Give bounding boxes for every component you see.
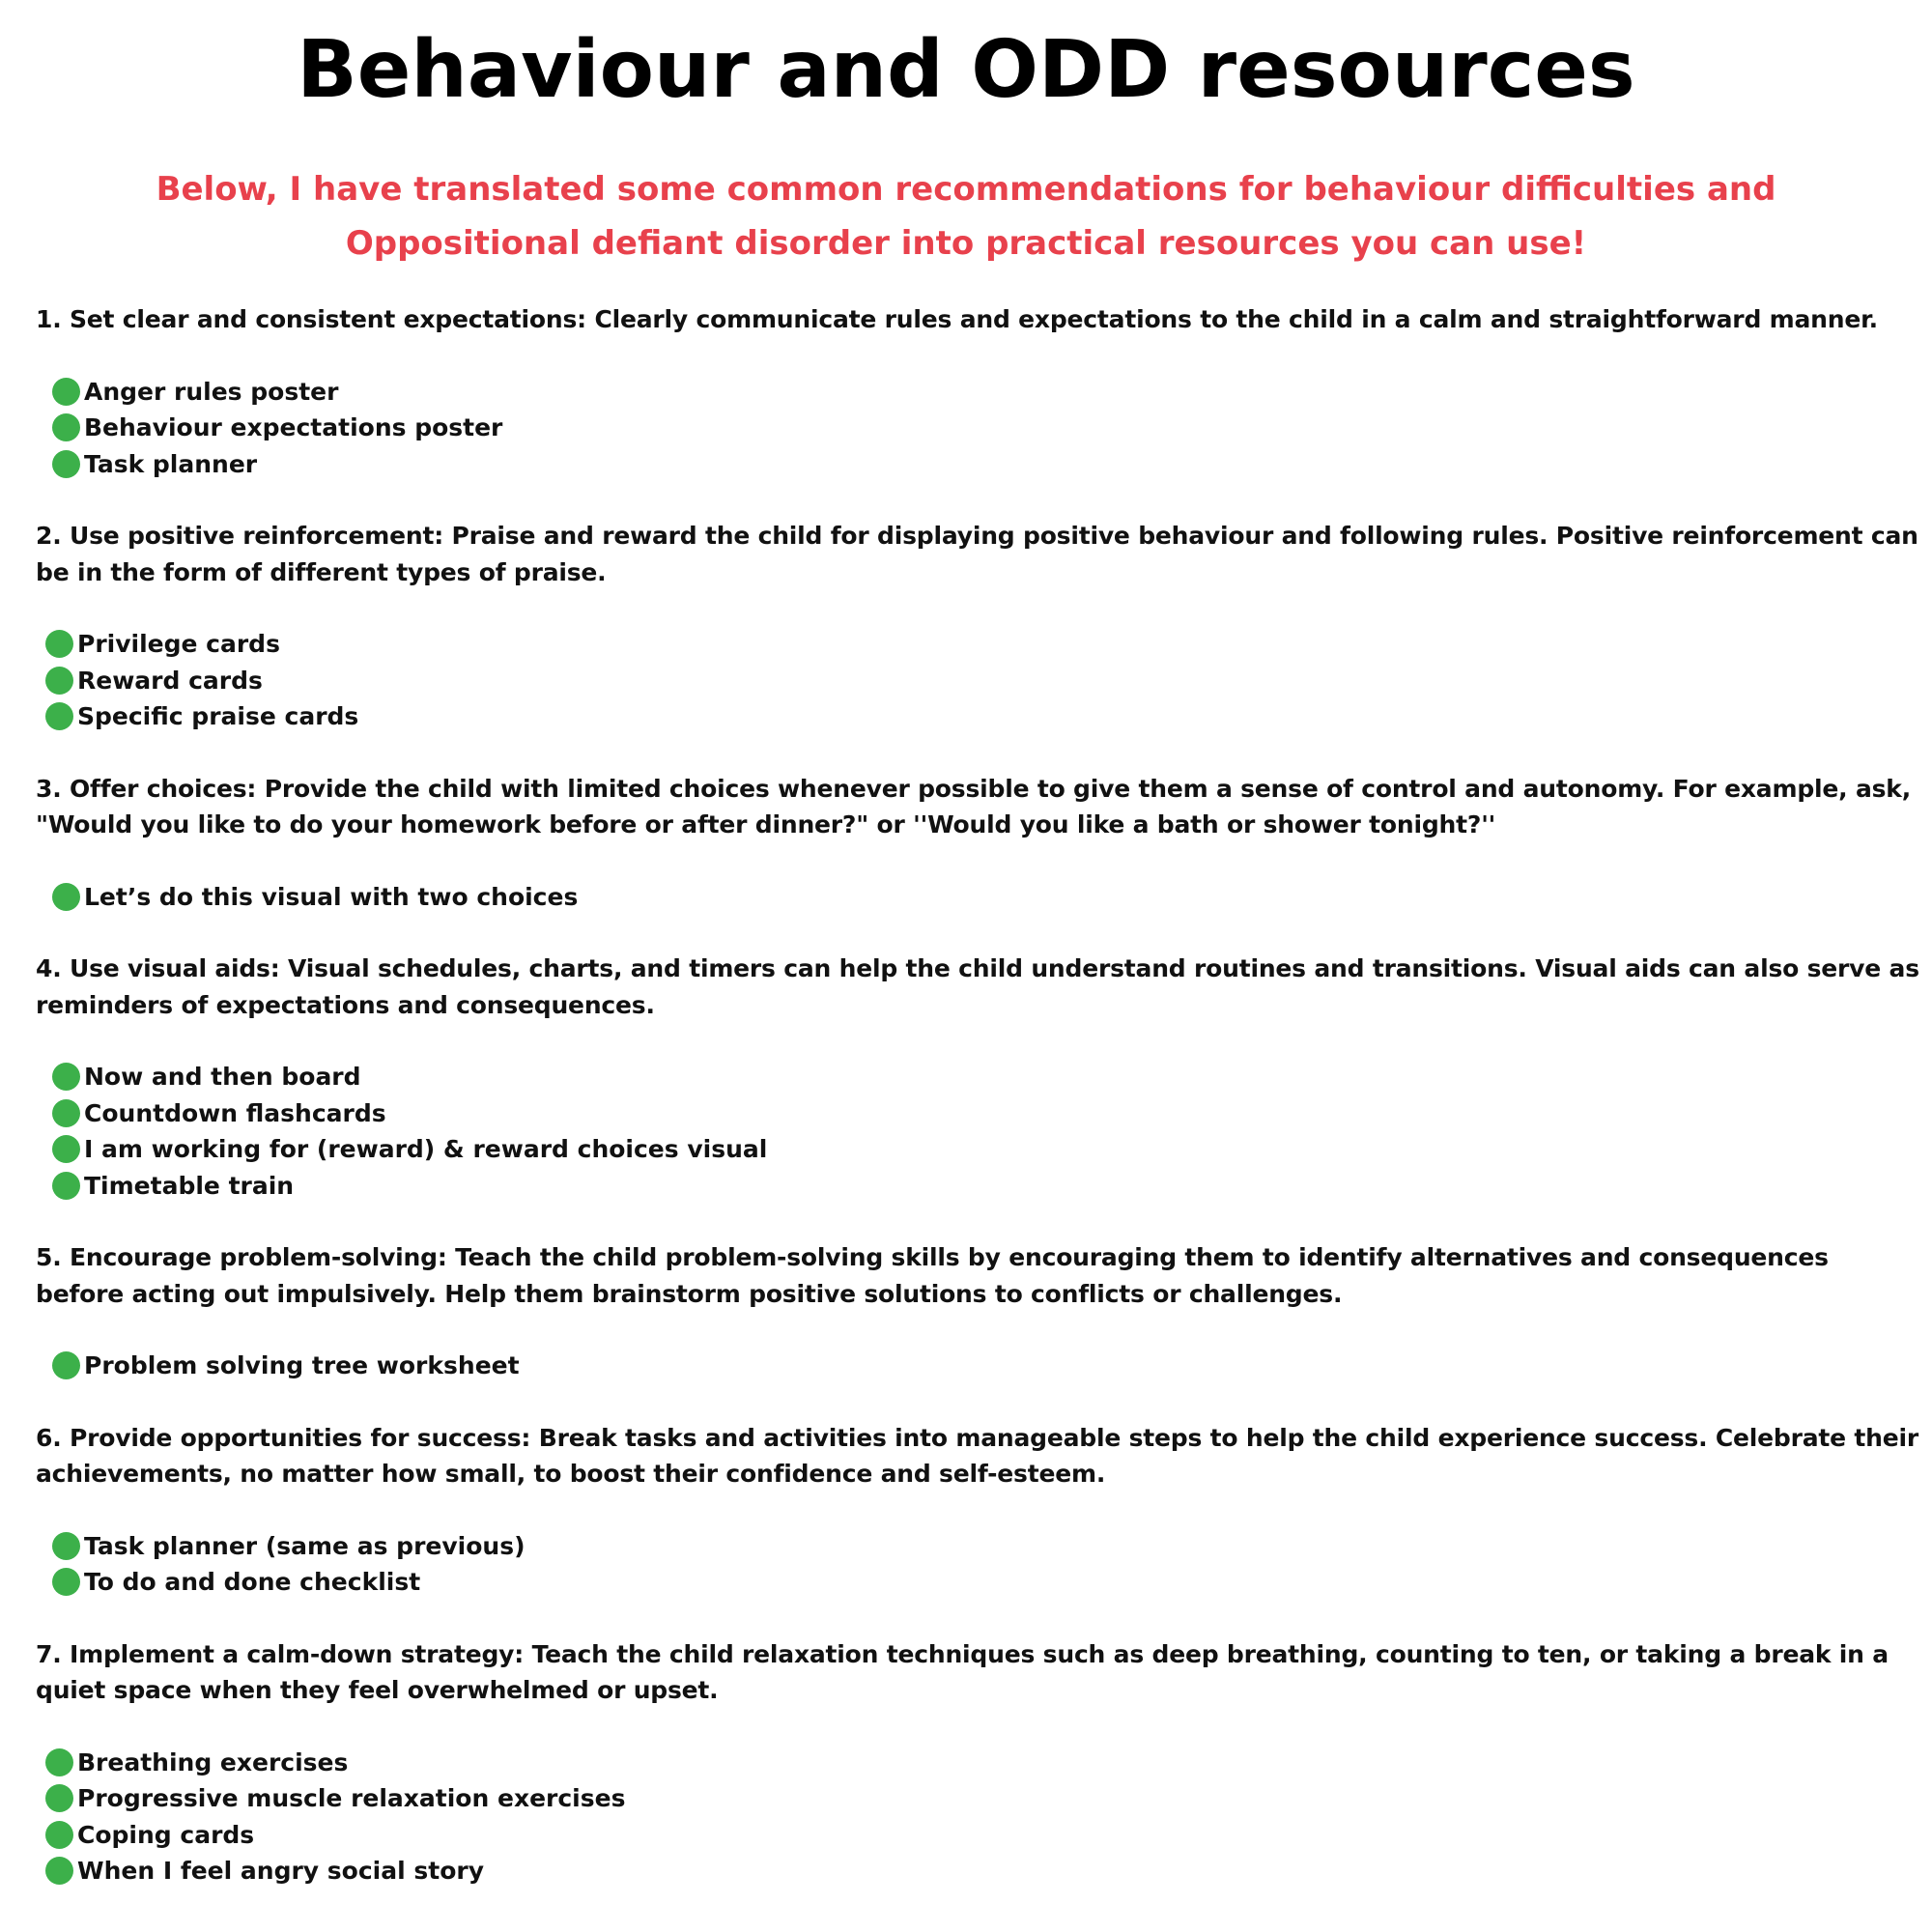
resource-item bbox=[36, 1168, 1919, 1205]
resource-list bbox=[36, 879, 1919, 916]
green-circle-icon bbox=[45, 1784, 73, 1812]
resource-label: When I feel angry social story bbox=[77, 1857, 485, 1886]
resource-item bbox=[36, 446, 1919, 483]
resource-label: Problem solving tree worksheet bbox=[84, 1351, 520, 1380]
section-3 bbox=[36, 771, 1919, 916]
resource-item bbox=[36, 374, 1919, 411]
section-7 bbox=[36, 1636, 1919, 1889]
resource-item bbox=[36, 698, 1919, 735]
resource-label: Coping cards bbox=[77, 1820, 255, 1849]
resource-label: Task planner (same as previous) bbox=[84, 1531, 526, 1560]
resource-label: Countdown flashcards bbox=[84, 1098, 386, 1127]
green-circle-icon bbox=[52, 883, 80, 911]
resource-item bbox=[36, 1817, 1919, 1854]
resource-item bbox=[36, 1780, 1919, 1817]
resource-list bbox=[36, 1348, 1919, 1384]
resource-label: Anger rules poster bbox=[84, 377, 339, 406]
resource-item bbox=[36, 1853, 1919, 1889]
green-circle-icon bbox=[52, 413, 80, 441]
subtitle: Below, I have translated some common recommendations for behaviour difficulties and Oppositional defiant disorder into practical resources you can use! bbox=[156, 170, 1776, 263]
section-text: 6. Provide opportunities for success: Break tasks and activities into manageable steps to help the child experience success. Celebrate their achievements, no matter how small, to boost their confidence and self-esteem. bbox=[36, 1423, 1919, 1488]
resource-list bbox=[36, 1745, 1919, 1889]
resource-item bbox=[36, 663, 1919, 699]
resource-item bbox=[36, 1059, 1919, 1095]
green-circle-icon bbox=[52, 1568, 80, 1596]
resource-list bbox=[36, 1059, 1919, 1204]
green-circle-icon bbox=[52, 1172, 80, 1200]
recommendations-list bbox=[36, 301, 1919, 1925]
resource-item bbox=[36, 879, 1919, 916]
green-circle-icon bbox=[45, 1748, 73, 1776]
page-title: Behaviour and ODD resources bbox=[297, 24, 1635, 116]
section-text: 2. Use positive reinforcement: Praise and reward the child for displaying positive behaviour and following rules. Positive reinforcement can be in the form of different types of praise. bbox=[36, 522, 1918, 586]
resource-label: Breathing exercises bbox=[77, 1747, 349, 1776]
section-6 bbox=[36, 1420, 1919, 1601]
resource-item bbox=[36, 626, 1919, 663]
green-circle-icon bbox=[52, 1063, 80, 1091]
resource-item bbox=[36, 1564, 1919, 1601]
resource-list bbox=[36, 1528, 1919, 1601]
section-text: 3. Offer choices: Provide the child with limited choices whenever possible to give them a sense of control and autonomy. For example, ask, "Would you like to do your homework before or after dinner?" or ''Would you like a bath or shower tonight?'' bbox=[36, 774, 1912, 838]
resource-label: I am working for (reward) & reward choices visual bbox=[84, 1135, 768, 1164]
green-circle-icon bbox=[45, 702, 73, 730]
green-circle-icon bbox=[52, 1099, 80, 1127]
resource-item bbox=[36, 1745, 1919, 1781]
resource-item bbox=[36, 1131, 1919, 1168]
green-circle-icon bbox=[52, 1351, 80, 1379]
section-text: 4. Use visual aids: Visual schedules, charts, and timers can help the child understand routines and transitions. Visual aids can also serve as reminders of expectations and consequences. bbox=[36, 954, 1919, 1019]
resource-label: Privilege cards bbox=[77, 630, 280, 659]
section-4 bbox=[36, 951, 1919, 1204]
resource-label: Now and then board bbox=[84, 1063, 361, 1092]
resource-item bbox=[36, 1528, 1919, 1565]
resource-label: Specific praise cards bbox=[77, 702, 359, 731]
resource-label: Progressive muscle relaxation exercises bbox=[77, 1784, 626, 1813]
resource-list bbox=[36, 374, 1919, 483]
resource-label: Behaviour expectations poster bbox=[84, 413, 503, 442]
resource-item bbox=[36, 1095, 1919, 1132]
resource-label: Reward cards bbox=[77, 666, 263, 695]
section-text: 1. Set clear and consistent expectations: Clearly communicate rules and expectations to the child in a calm and straightforward manner. bbox=[36, 305, 1878, 333]
resource-item bbox=[36, 410, 1919, 446]
resource-list bbox=[36, 626, 1919, 735]
green-circle-icon bbox=[52, 1532, 80, 1560]
green-circle-icon bbox=[52, 450, 80, 478]
section-5 bbox=[36, 1239, 1919, 1384]
section-text: 5. Encourage problem-solving: Teach the child problem-solving skills by encouraging them to identify alternatives and consequences before acting out impulsively. Help them brainstorm positive solutions to conflicts or challenges. bbox=[36, 1243, 1829, 1308]
green-circle-icon bbox=[52, 378, 80, 406]
resource-label: Timetable train bbox=[84, 1171, 295, 1200]
resource-label: To do and done checklist bbox=[84, 1568, 421, 1597]
green-circle-icon bbox=[45, 630, 73, 658]
green-circle-icon bbox=[52, 1135, 80, 1163]
resource-label: Task planner bbox=[84, 449, 258, 478]
section-text: 7. Implement a calm-down strategy: Teach the child relaxation techniques such as deep breathing, counting to ten, or taking a break in a quiet space when they feel overwhelmed or upset. bbox=[36, 1639, 1889, 1704]
resource-label: Let’s do this visual with two choices bbox=[84, 882, 579, 911]
green-circle-icon bbox=[45, 1821, 73, 1849]
section-2 bbox=[36, 518, 1919, 735]
green-circle-icon bbox=[45, 667, 73, 695]
section-1 bbox=[36, 301, 1919, 482]
resource-item bbox=[36, 1348, 1919, 1384]
green-circle-icon bbox=[45, 1857, 73, 1885]
